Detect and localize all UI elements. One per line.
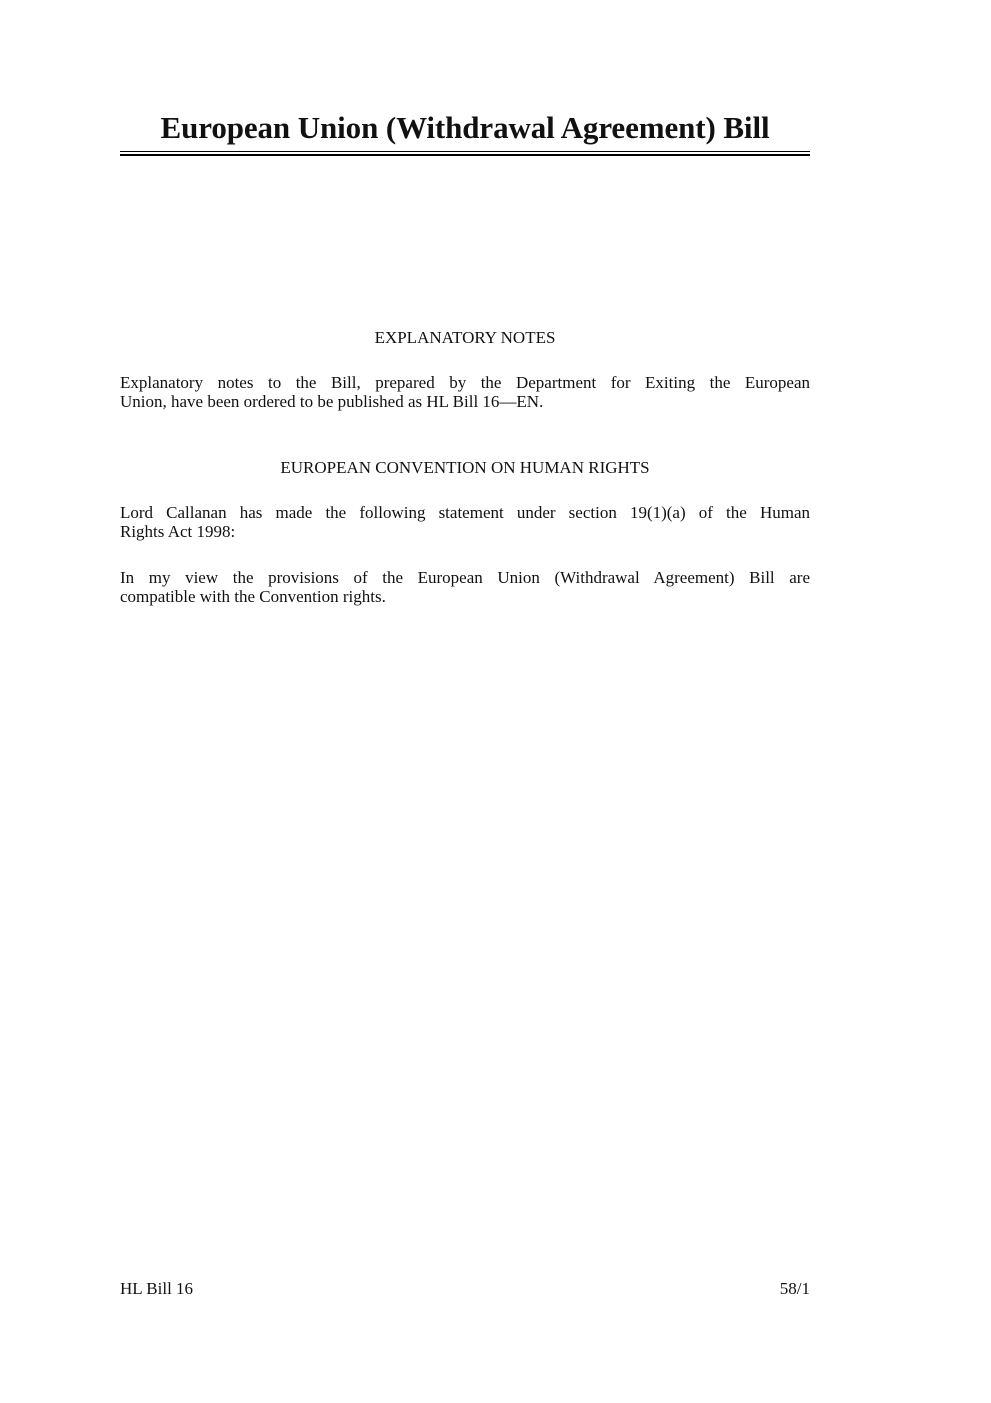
section-heading-echr: EUROPEAN CONVENTION ON HUMAN RIGHTS bbox=[280, 458, 650, 477]
section-heading-explanatory-notes: EXPLANATORY NOTES bbox=[374, 328, 556, 347]
footer-bill-number: HL Bill 16 bbox=[120, 1279, 194, 1298]
document-title: European Union (Withdrawal Agreement) Bill bbox=[160, 110, 770, 145]
title-rule-thick bbox=[120, 154, 810, 156]
echr-statement-intro bbox=[120, 503, 810, 541]
paragraph-line: In my view the provisions of the European Union (Withdrawal Agreement) Bill are bbox=[120, 568, 810, 587]
paragraph-line: Explanatory notes to the Bill, prepared by the Department for Exiting the European bbox=[120, 373, 810, 392]
paragraph-line: compatible with the Convention rights. bbox=[120, 587, 386, 606]
paragraph-line: Rights Act 1998: bbox=[120, 522, 236, 541]
echr-statement-body bbox=[120, 568, 810, 606]
footer-print-code: 58/1 bbox=[779, 1279, 810, 1298]
paragraph-line: Union, have been ordered to be published as HL Bill 16—EN. bbox=[120, 392, 544, 411]
paragraph-line: Lord Callanan has made the following statement under section 19(1)(a) of the Human bbox=[120, 503, 810, 522]
explanatory-notes-paragraph bbox=[120, 373, 810, 411]
title-rule-thin bbox=[120, 151, 810, 152]
